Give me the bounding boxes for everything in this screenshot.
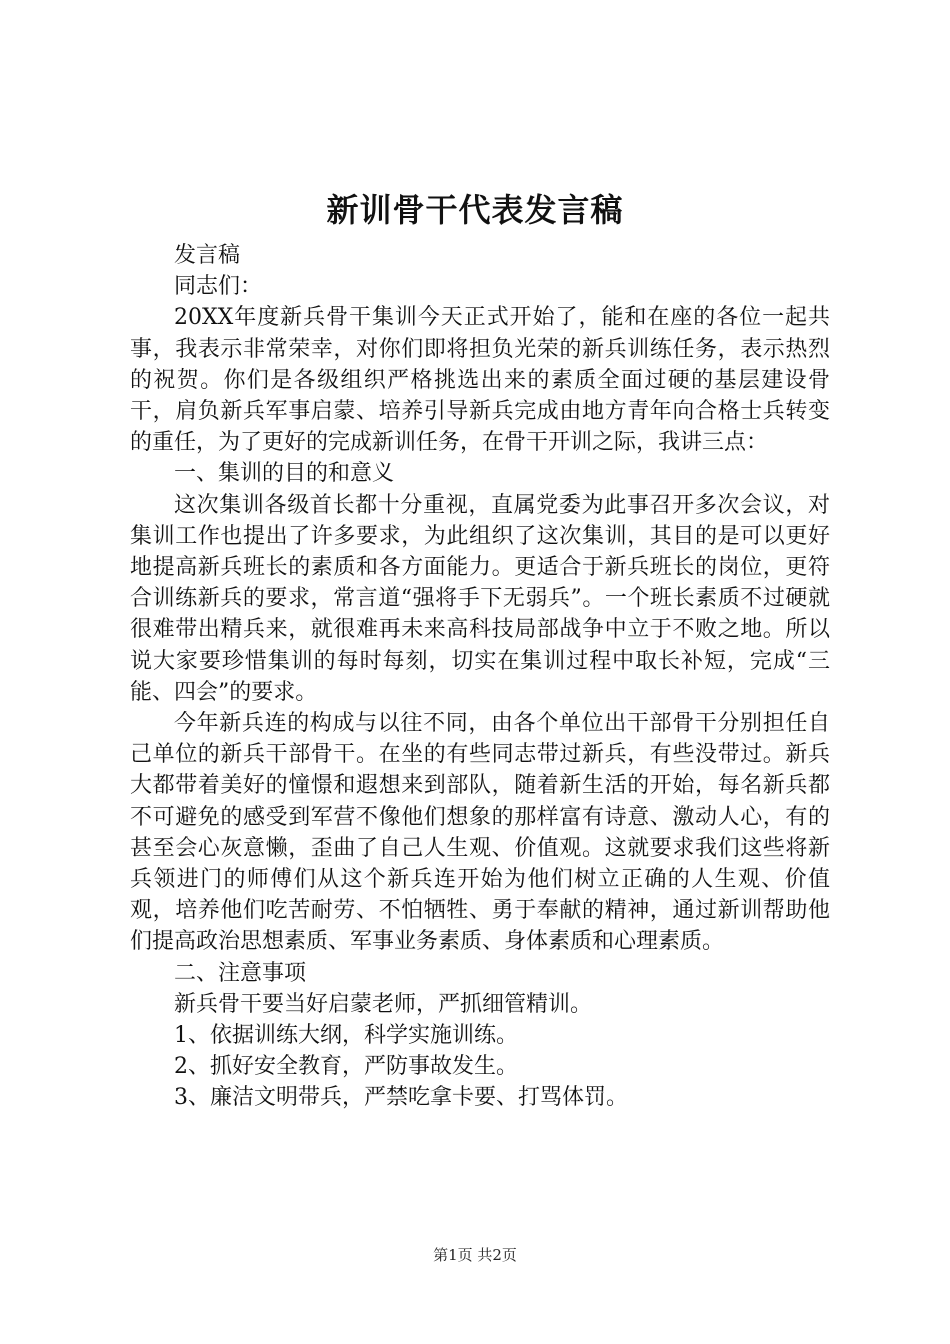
list-item: 3、廉洁文明带兵，严禁吃拿卡要、打骂体罚。: [174, 1085, 628, 1111]
paragraph: 同志们：: [174, 274, 263, 300]
document-title: 新训骨干代表发言稿: [326, 191, 624, 229]
section-heading: 一、集训的目的和意义: [174, 461, 395, 487]
paragraph: 发言稿: [174, 243, 241, 268]
paragraph: 新兵骨干要当好启蒙老师，严抓细管精训。: [174, 991, 593, 1017]
section-heading: 二、注意事项: [174, 960, 307, 986]
paragraph: 今年新兵连的构成与以往不同，由各个单位出干部骨干分别担任自己单位的新兵干部骨干。在坐的有些同志带过新兵，有些没带过。新兵大都带着美好的憧憬和遐想来到部队，随着新生活的开始，每名新兵都不可避免的感受到军营不像他们想象的那样富有诗意、激动人心，有的甚至会心灰意懒，歪曲了自己人生观、价值观。这就要求我们这些将新兵领进门的师傅们从这个新兵连开始为他们树立正确的人生观、价值观，培养他们吃苦耐劳、不怕牺牲、勇于奉献的精神，通过新训帮助他们提高政治思想素质、军事业务素质、身体素质和心理素质。: [130, 711, 830, 955]
page-footer: 第1页 共2页: [433, 1246, 517, 1264]
list-item: 2、抓好安全教育，严防事故发生。: [174, 1054, 518, 1080]
paragraph: 这次集训各级首长都十分重视，直属党委为此事召开多次会议，对集训工作也提出了许多要求，为此组织了这次集训，其目的是可以更好地提高新兵班长的素质和各方面能力。更适合于新兵班长的岗位，更符合训练新兵的要求，常言道“强将手下无弱兵”。一个班长素质不过硬就很难带出精兵来，就很难再未来高科技局部战争中立于不败之地。所以说大家要珍惜集训的每时每刻，切实在集训过程中取长补短，完成“三能、四会”的要求。: [130, 492, 830, 705]
paragraph: 20XX年度新兵骨干集训今天正式开始了，能和在座的各位一起共事，我表示非常荣幸，对你们即将担负光荣的新兵训练任务，表示热烈的祝贺。你们是各级组织严格挑选出来的素质全面过硬的基层建设骨干，肩负新兵军事启蒙、培养引导新兵完成由地方青年向合格士兵转变的重任，为了更好的完成新训任务，在骨干开训之际，我讲三点：: [130, 305, 830, 456]
list-item: 1、依据训练大纲，科学实施训练。: [174, 1023, 518, 1049]
document-body: [130, 240, 830, 1114]
